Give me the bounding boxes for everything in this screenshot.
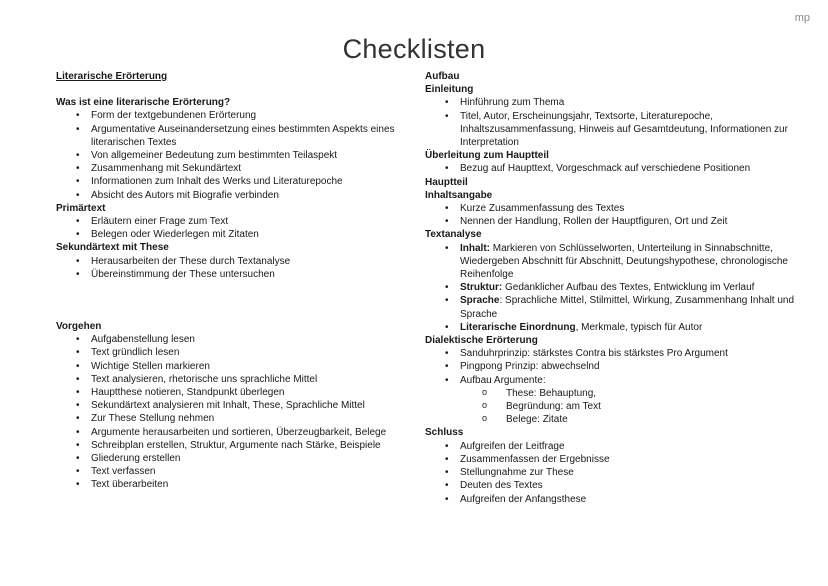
sub-list-item: o Belege: Zitate (425, 413, 800, 426)
item-label: Sprache (460, 295, 500, 307)
section-heading-hauptteil: Hauptteil (425, 176, 468, 188)
list-inhaltsangabe (425, 202, 800, 228)
section-heading-inhaltsangabe: Inhaltsangabe (425, 189, 493, 201)
list-item: • Nennen der Handlung, Rollen der Hauptfiguren, Ort und Zeit (425, 215, 800, 228)
list-schluss (425, 440, 800, 506)
list-item: • Informationen zum Inhalt des Werks und Literaturepoche (56, 175, 396, 188)
list-vorgehen (56, 333, 396, 491)
list-item: • Pingpong Prinzip: abwechselnd (425, 360, 800, 373)
list-item: • Schreibplan erstellen, Struktur, Argumente nach Stärke, Beispiele (56, 439, 396, 452)
list-item: • Text gründlich lesen (56, 346, 396, 359)
list-primaertext (56, 215, 396, 241)
list-item: • Kurze Zusammenfassung des Textes (425, 202, 800, 215)
section-heading-dialektisch: Dialektische Erörterung (425, 335, 538, 347)
list-item: • Von allgemeiner Bedeutung zum bestimmten Teilaspekt (56, 149, 396, 162)
list-item: • Übereinstimmung der These untersuchen (56, 268, 396, 281)
list-item: • Sekundärtext analysieren mit Inhalt, These, Sprachliche Mittel (56, 399, 396, 412)
section-heading-vorgehen: Vorgehen (56, 321, 102, 333)
item-label: Literarische Einordnung (460, 321, 576, 333)
list-item: • Aufgabenstellung lesen (56, 333, 396, 346)
list-item: • Stellungnahme zur These (425, 466, 800, 479)
list-item: • Herausarbeiten der These durch Textanalyse (56, 255, 396, 268)
list-item: • Sanduhrprinzip: stärkstes Contra bis stärkstes Pro Argument (425, 347, 800, 360)
sub-list-item: o Begründung: am Text (425, 400, 800, 413)
corner-mark: mp (794, 12, 810, 24)
item-text: Markieren von Schlüsselworten, Unterteilung in Sinnabschnitte, Wiedergeben Abschnitt für Abschnitt, Deutungshypothese, chronologische Reihenfolge (460, 242, 788, 281)
page-title: Checklisten (342, 34, 486, 64)
item-label: Struktur: (460, 282, 503, 294)
list-item: • Zur These Stellung nehmen (56, 412, 396, 425)
list-item: • Bezug auf Haupttext, Vorgeschmack auf verschiedene Positionen (425, 162, 800, 175)
sublist-argumente (425, 387, 800, 427)
sub-list-item: o These: Behauptung, (425, 387, 800, 400)
list-item (425, 242, 800, 282)
list-item: • Zusammenhang mit Sekundärtext (56, 162, 396, 175)
list-item: • Absicht des Autors mit Biografie verbinden (56, 189, 396, 202)
list-item: • Erläutern einer Frage zum Text (56, 215, 396, 228)
item-text: Gedanklicher Aufbau des Textes, Entwicklung im Verlauf (502, 282, 755, 294)
list-item: • Titel, Autor, Erscheinungsjahr, Textsorte, Literaturepoche, Inhaltszusammenfassung, Hinweis auf Gesamtdeutung, Informationen zur Interpretation (425, 110, 800, 150)
list-item: • Form der textgebundenen Erörterung (56, 109, 396, 122)
list-item: • Hauptthese notieren, Standpunkt überlegen (56, 386, 396, 399)
list-what (56, 109, 396, 201)
section-heading-primaertext: Primärtext (56, 202, 106, 214)
document-heading: Literarische Erörterung (56, 71, 168, 82)
section-heading-what: Was ist eine literarische Erörterung? (56, 97, 231, 109)
section-heading-einleitung: Einleitung (425, 84, 474, 96)
list-item: • Aufgreifen der Leitfrage (425, 440, 800, 453)
list-item (425, 321, 800, 334)
list-item: • Belegen oder Wiederlegen mit Zitaten (56, 228, 396, 241)
list-item: • Zusammenfassen der Ergebnisse (425, 453, 800, 466)
list-sekundaertext (56, 255, 396, 281)
list-item: • Text verfassen (56, 465, 396, 478)
list-item: • Argumentative Auseinandersetzung eines bestimmten Aspekts eines literarischen Textes (56, 123, 396, 149)
list-item: • Aufgreifen der Anfangsthese (425, 493, 800, 506)
right-column (425, 70, 800, 506)
list-item: • Hinführung zum Thema (425, 96, 800, 109)
list-item: • Argumente herausarbeiten und sortieren, Überzeugbarkeit, Belege (56, 426, 396, 439)
item-text: : Sprachliche Mittel, Stilmittel, Wirkung, Zusammenhang Inhalt und Sprache (460, 295, 795, 320)
list-item: • Aufbau Argumente: (425, 374, 800, 387)
list-item: • Deuten des Textes (425, 479, 800, 492)
section-heading-textanalyse: Textanalyse (425, 229, 482, 241)
list-einleitung (425, 96, 800, 149)
list-textanalyse (425, 242, 800, 334)
section-heading-aufbau: Aufbau (425, 71, 460, 82)
list-dialektisch (425, 347, 800, 387)
list-item (425, 281, 800, 294)
section-heading-schluss: Schluss (425, 427, 464, 439)
left-column (56, 70, 396, 492)
section-heading-sekundaertext: Sekundärtext mit These (56, 242, 169, 254)
list-item: • Text überarbeiten (56, 478, 396, 491)
list-item: • Gliederung erstellen (56, 452, 396, 465)
list-item: • Wichtige Stellen markieren (56, 360, 396, 373)
item-label: Inhalt: (460, 242, 490, 254)
list-ueberleitung (425, 162, 800, 175)
list-item (425, 294, 800, 320)
section-heading-ueberleitung: Überleitung zum Hauptteil (425, 150, 549, 162)
list-item: • Text analysieren, rhetorische uns sprachliche Mittel (56, 373, 396, 386)
item-text: , Merkmale, typisch für Autor (575, 321, 703, 333)
